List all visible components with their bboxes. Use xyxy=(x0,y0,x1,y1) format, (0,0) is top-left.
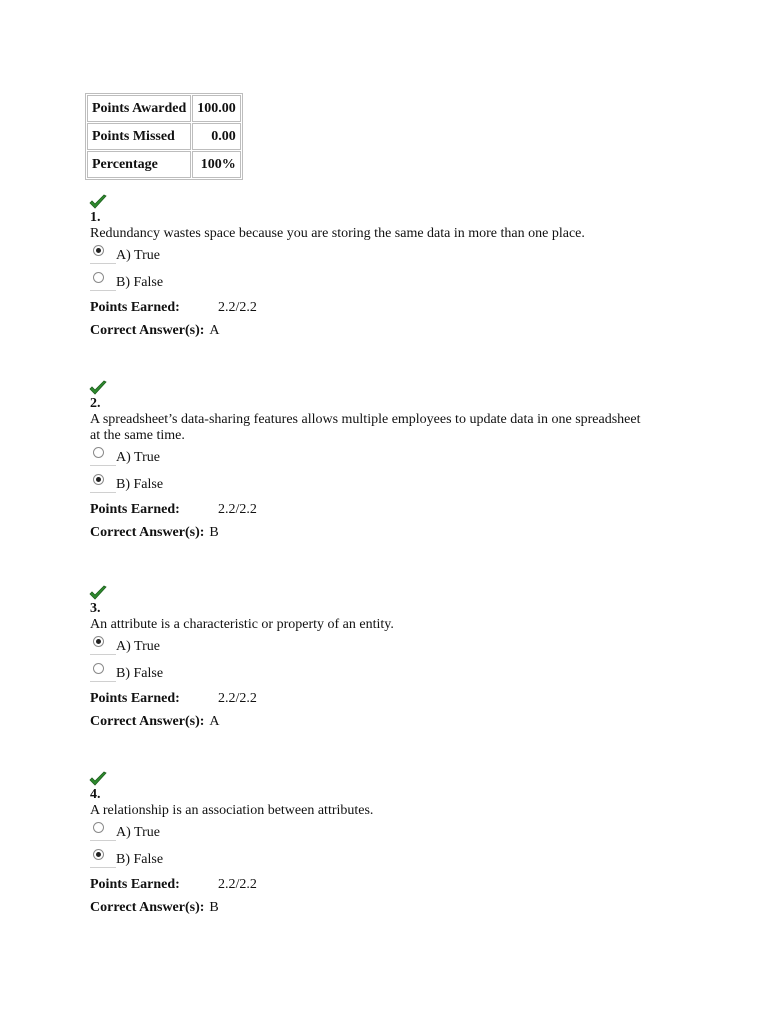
radio-button[interactable] xyxy=(93,636,104,647)
radio-button[interactable] xyxy=(93,474,104,485)
summary-label: Points Missed xyxy=(87,123,191,150)
points-earned-value: 2.2/2.2 xyxy=(218,690,257,706)
points-earned-row xyxy=(90,873,650,896)
checkmark-icon xyxy=(88,194,108,210)
summary-row xyxy=(87,95,241,122)
option-label: B) False xyxy=(116,477,164,492)
question-block xyxy=(90,194,650,342)
checkmark-icon xyxy=(88,380,108,396)
correct-answer-value: A xyxy=(209,322,220,338)
points-earned-value: 2.2/2.2 xyxy=(218,299,257,315)
correct-answer-label: Correct Answer(s): xyxy=(90,524,205,540)
summary-row xyxy=(87,151,241,178)
question-number: 1. xyxy=(90,210,101,225)
radio-button[interactable] xyxy=(93,663,104,674)
correct-answer-row xyxy=(90,710,650,733)
correct-answer-row xyxy=(90,896,650,919)
points-earned-label: Points Earned: xyxy=(90,876,180,892)
correct-answer-label: Correct Answer(s): xyxy=(90,899,205,915)
points-earned-label: Points Earned: xyxy=(90,299,180,315)
option-label: A) True xyxy=(116,639,160,654)
summary-value: 100% xyxy=(192,151,241,178)
option-b[interactable] xyxy=(90,269,650,296)
summary-row xyxy=(87,123,241,150)
summary-value: 100.00 xyxy=(192,95,241,122)
correct-answer-label: Correct Answer(s): xyxy=(90,322,205,338)
correct-answer-value: B xyxy=(209,899,219,915)
option-a[interactable] xyxy=(90,633,650,660)
points-earned-row xyxy=(90,498,650,521)
question-block xyxy=(90,771,650,919)
summary-label: Points Awarded xyxy=(87,95,191,122)
radio-button[interactable] xyxy=(93,447,104,458)
question-block xyxy=(90,380,650,544)
question-number: 3. xyxy=(90,601,101,616)
correct-answer-row xyxy=(90,319,650,342)
option-label: A) True xyxy=(116,248,160,263)
question-text: A spreadsheet’s data-sharing features allows multiple employees to update data in one spreadsheet at the same time. xyxy=(90,412,641,443)
points-earned-value: 2.2/2.2 xyxy=(218,501,257,517)
correct-answer-label: Correct Answer(s): xyxy=(90,713,205,729)
score-summary-table xyxy=(85,93,243,180)
radio-button[interactable] xyxy=(93,849,104,860)
points-earned-label: Points Earned: xyxy=(90,501,180,517)
checkmark-icon xyxy=(88,585,108,601)
checkmark-icon xyxy=(88,771,108,787)
option-label: B) False xyxy=(116,852,164,867)
option-a[interactable] xyxy=(90,242,650,269)
option-b[interactable] xyxy=(90,846,650,873)
points-earned-row xyxy=(90,687,650,710)
question-number: 4. xyxy=(90,787,101,802)
question-text: An attribute is a characteristic or property of an entity. xyxy=(90,617,394,632)
radio-button[interactable] xyxy=(93,822,104,833)
correct-answer-value: A xyxy=(209,713,220,729)
question-text: Redundancy wastes space because you are storing the same data in more than one place. xyxy=(90,226,585,241)
question-text: A relationship is an association between attributes. xyxy=(90,803,374,818)
correct-answer-value: B xyxy=(209,524,219,540)
option-b[interactable] xyxy=(90,660,650,687)
question-block xyxy=(90,585,650,733)
option-label: A) True xyxy=(116,825,160,840)
question-number: 2. xyxy=(90,396,101,411)
radio-button[interactable] xyxy=(93,272,104,283)
points-earned-label: Points Earned: xyxy=(90,690,180,706)
summary-label: Percentage xyxy=(87,151,191,178)
option-b[interactable] xyxy=(90,471,650,498)
radio-button[interactable] xyxy=(93,245,104,256)
option-label: B) False xyxy=(116,275,164,290)
points-earned-value: 2.2/2.2 xyxy=(218,876,257,892)
option-a[interactable] xyxy=(90,819,650,846)
summary-value: 0.00 xyxy=(192,123,241,150)
correct-answer-row xyxy=(90,521,650,544)
option-a[interactable] xyxy=(90,444,650,471)
option-label: A) True xyxy=(116,450,160,465)
option-label: B) False xyxy=(116,666,164,681)
points-earned-row xyxy=(90,296,650,319)
